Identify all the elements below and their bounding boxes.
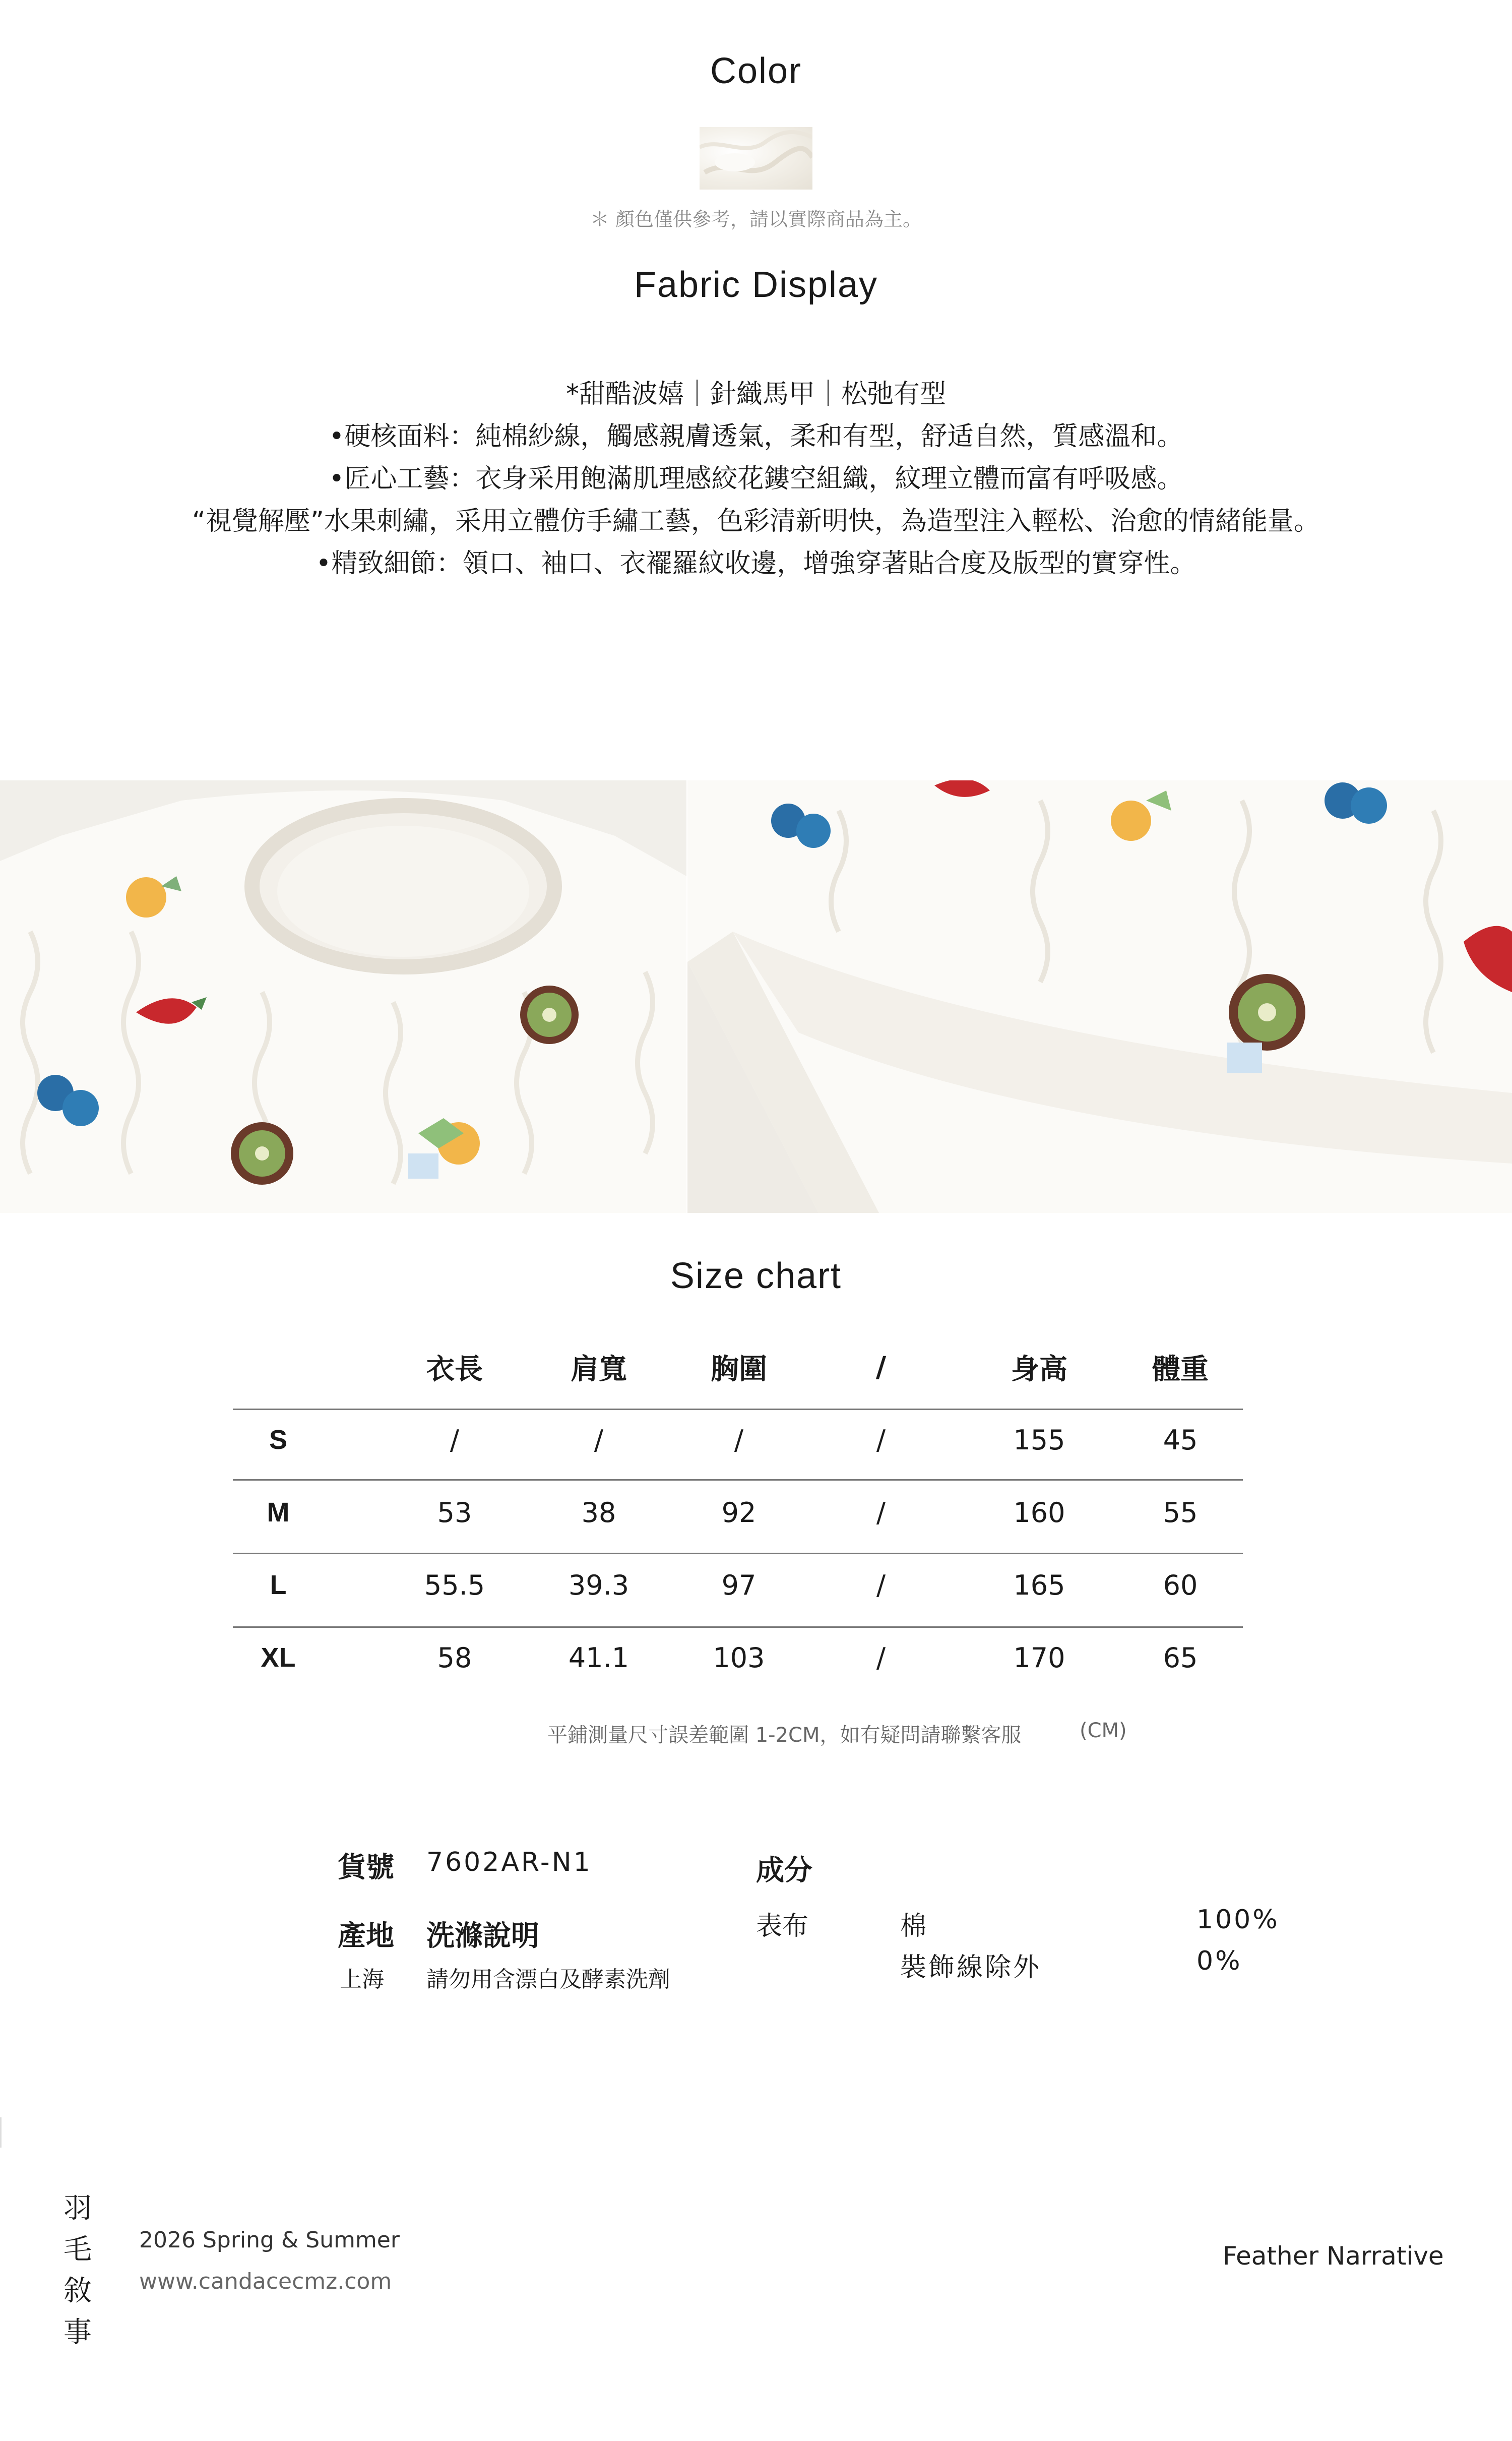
- size-height: 160: [1013, 1496, 1065, 1529]
- color-note: ＊ 顏色僅供參考，請以實際商品為主。: [590, 208, 922, 230]
- product-photo-hem: [687, 780, 1512, 1213]
- header-height: 身高: [1011, 1353, 1067, 1386]
- color-title: Color: [710, 51, 802, 91]
- item-number-label: 貨號: [338, 1851, 394, 1884]
- fabric-line-style: *甜酷波嬉｜針織馬甲｜松弛有型: [565, 379, 946, 409]
- fabric-line-craft: •匠心工藝：衣身采用飽滿肌理感絞花鏤空組織，紋理立體而富有呼吸感。: [329, 464, 1183, 494]
- composition-label: 成分: [756, 1854, 812, 1887]
- size-label: XL: [261, 1642, 296, 1673]
- size-weight: 65: [1163, 1641, 1198, 1674]
- size-row-m: [233, 1476, 1243, 1549]
- size-chest: 97: [721, 1569, 757, 1601]
- fabric-line-embroidery: “視覺解壓”水果刺繡，采用立體仿手繡工藝，色彩清新明快，為造型注入輕松、治愈的情緒能量。: [192, 506, 1320, 536]
- header-shoulder: 肩寬: [571, 1353, 627, 1386]
- material-name: 棉: [900, 1911, 929, 1941]
- size-label: M: [267, 1497, 290, 1528]
- fabric-line-material: •硬核面料：純棉紗線，觸感親膚透氣，柔和有型，舒适自然，質感溫和。: [329, 421, 1183, 452]
- size-slash: /: [876, 1641, 886, 1674]
- size-shoulder: /: [594, 1424, 604, 1456]
- size-slash: /: [876, 1569, 886, 1601]
- header-slash: /: [875, 1351, 887, 1384]
- wash-label: 洗滌說明: [426, 1920, 539, 1952]
- size-slash: /: [876, 1496, 886, 1529]
- size-chest: 103: [713, 1641, 765, 1674]
- brand-english-name: Feather Narrative: [1223, 2241, 1444, 2271]
- material-name: 裝飾線除外: [900, 1952, 1042, 1983]
- left-edge-mark: [0, 2117, 2, 2148]
- season-text: 2026 Spring & Summer: [139, 2227, 400, 2253]
- size-tolerance-note: 平鋪測量尺寸誤差範圍 1-2CM，如有疑問請聯繫客服: [547, 1724, 1022, 1747]
- size-weight: 55: [1163, 1496, 1198, 1529]
- website-link[interactable]: www.candacecmz.com: [139, 2269, 392, 2294]
- size-table: [233, 1331, 1243, 1694]
- size-label: S: [269, 1425, 288, 1455]
- size-shoulder: 38: [581, 1496, 616, 1529]
- size-shoulder: 41.1: [568, 1641, 629, 1674]
- product-photo-neckline: [0, 780, 686, 1213]
- size-weight: 45: [1163, 1424, 1198, 1456]
- size-table-header: [233, 1331, 1243, 1403]
- size-weight: 60: [1163, 1569, 1198, 1601]
- size-height: 170: [1013, 1641, 1065, 1674]
- size-row-xl: [233, 1621, 1243, 1694]
- size-height: 155: [1013, 1424, 1065, 1456]
- size-chest: /: [734, 1424, 744, 1456]
- size-chart-title: Size chart: [670, 1256, 842, 1296]
- material-percent: 100%: [1196, 1905, 1280, 1935]
- size-height: 165: [1013, 1569, 1065, 1601]
- item-number: 7602AR-N1: [426, 1847, 592, 1877]
- size-row-s: [233, 1403, 1243, 1476]
- header-chest: 胸圍: [711, 1353, 767, 1386]
- size-shoulder: 39.3: [568, 1569, 629, 1601]
- fabric-line-details: •精致細節：領口、袖口、衣襬羅紋收邊，增強穿著貼合度及版型的實穿性。: [316, 548, 1196, 579]
- origin-value: 上海: [340, 1967, 384, 1992]
- fabric-title: Fabric Display: [634, 265, 878, 305]
- brand-vertical-logo: 羽 毛 敘 事: [64, 2192, 92, 2349]
- fabric-label: 表布: [756, 1911, 809, 1941]
- origin-label: 產地: [338, 1920, 394, 1952]
- size-length: 55.5: [424, 1569, 485, 1601]
- color-swatch-ivory[interactable]: [700, 127, 812, 190]
- size-length: 53: [437, 1496, 472, 1529]
- size-length: 58: [437, 1641, 472, 1674]
- wash-value: 請勿用含漂白及酵素洗劑: [426, 1967, 670, 1992]
- fabric-description: [0, 373, 1512, 585]
- size-length: /: [450, 1424, 460, 1456]
- size-label: L: [270, 1570, 287, 1600]
- size-row-l: [233, 1549, 1243, 1621]
- size-chest: 92: [721, 1496, 757, 1529]
- header-length: 衣長: [426, 1353, 483, 1386]
- header-weight: 體重: [1152, 1353, 1209, 1386]
- material-percent: 0%: [1196, 1946, 1242, 1976]
- size-slash: /: [876, 1424, 886, 1456]
- size-unit: (CM): [1080, 1719, 1127, 1742]
